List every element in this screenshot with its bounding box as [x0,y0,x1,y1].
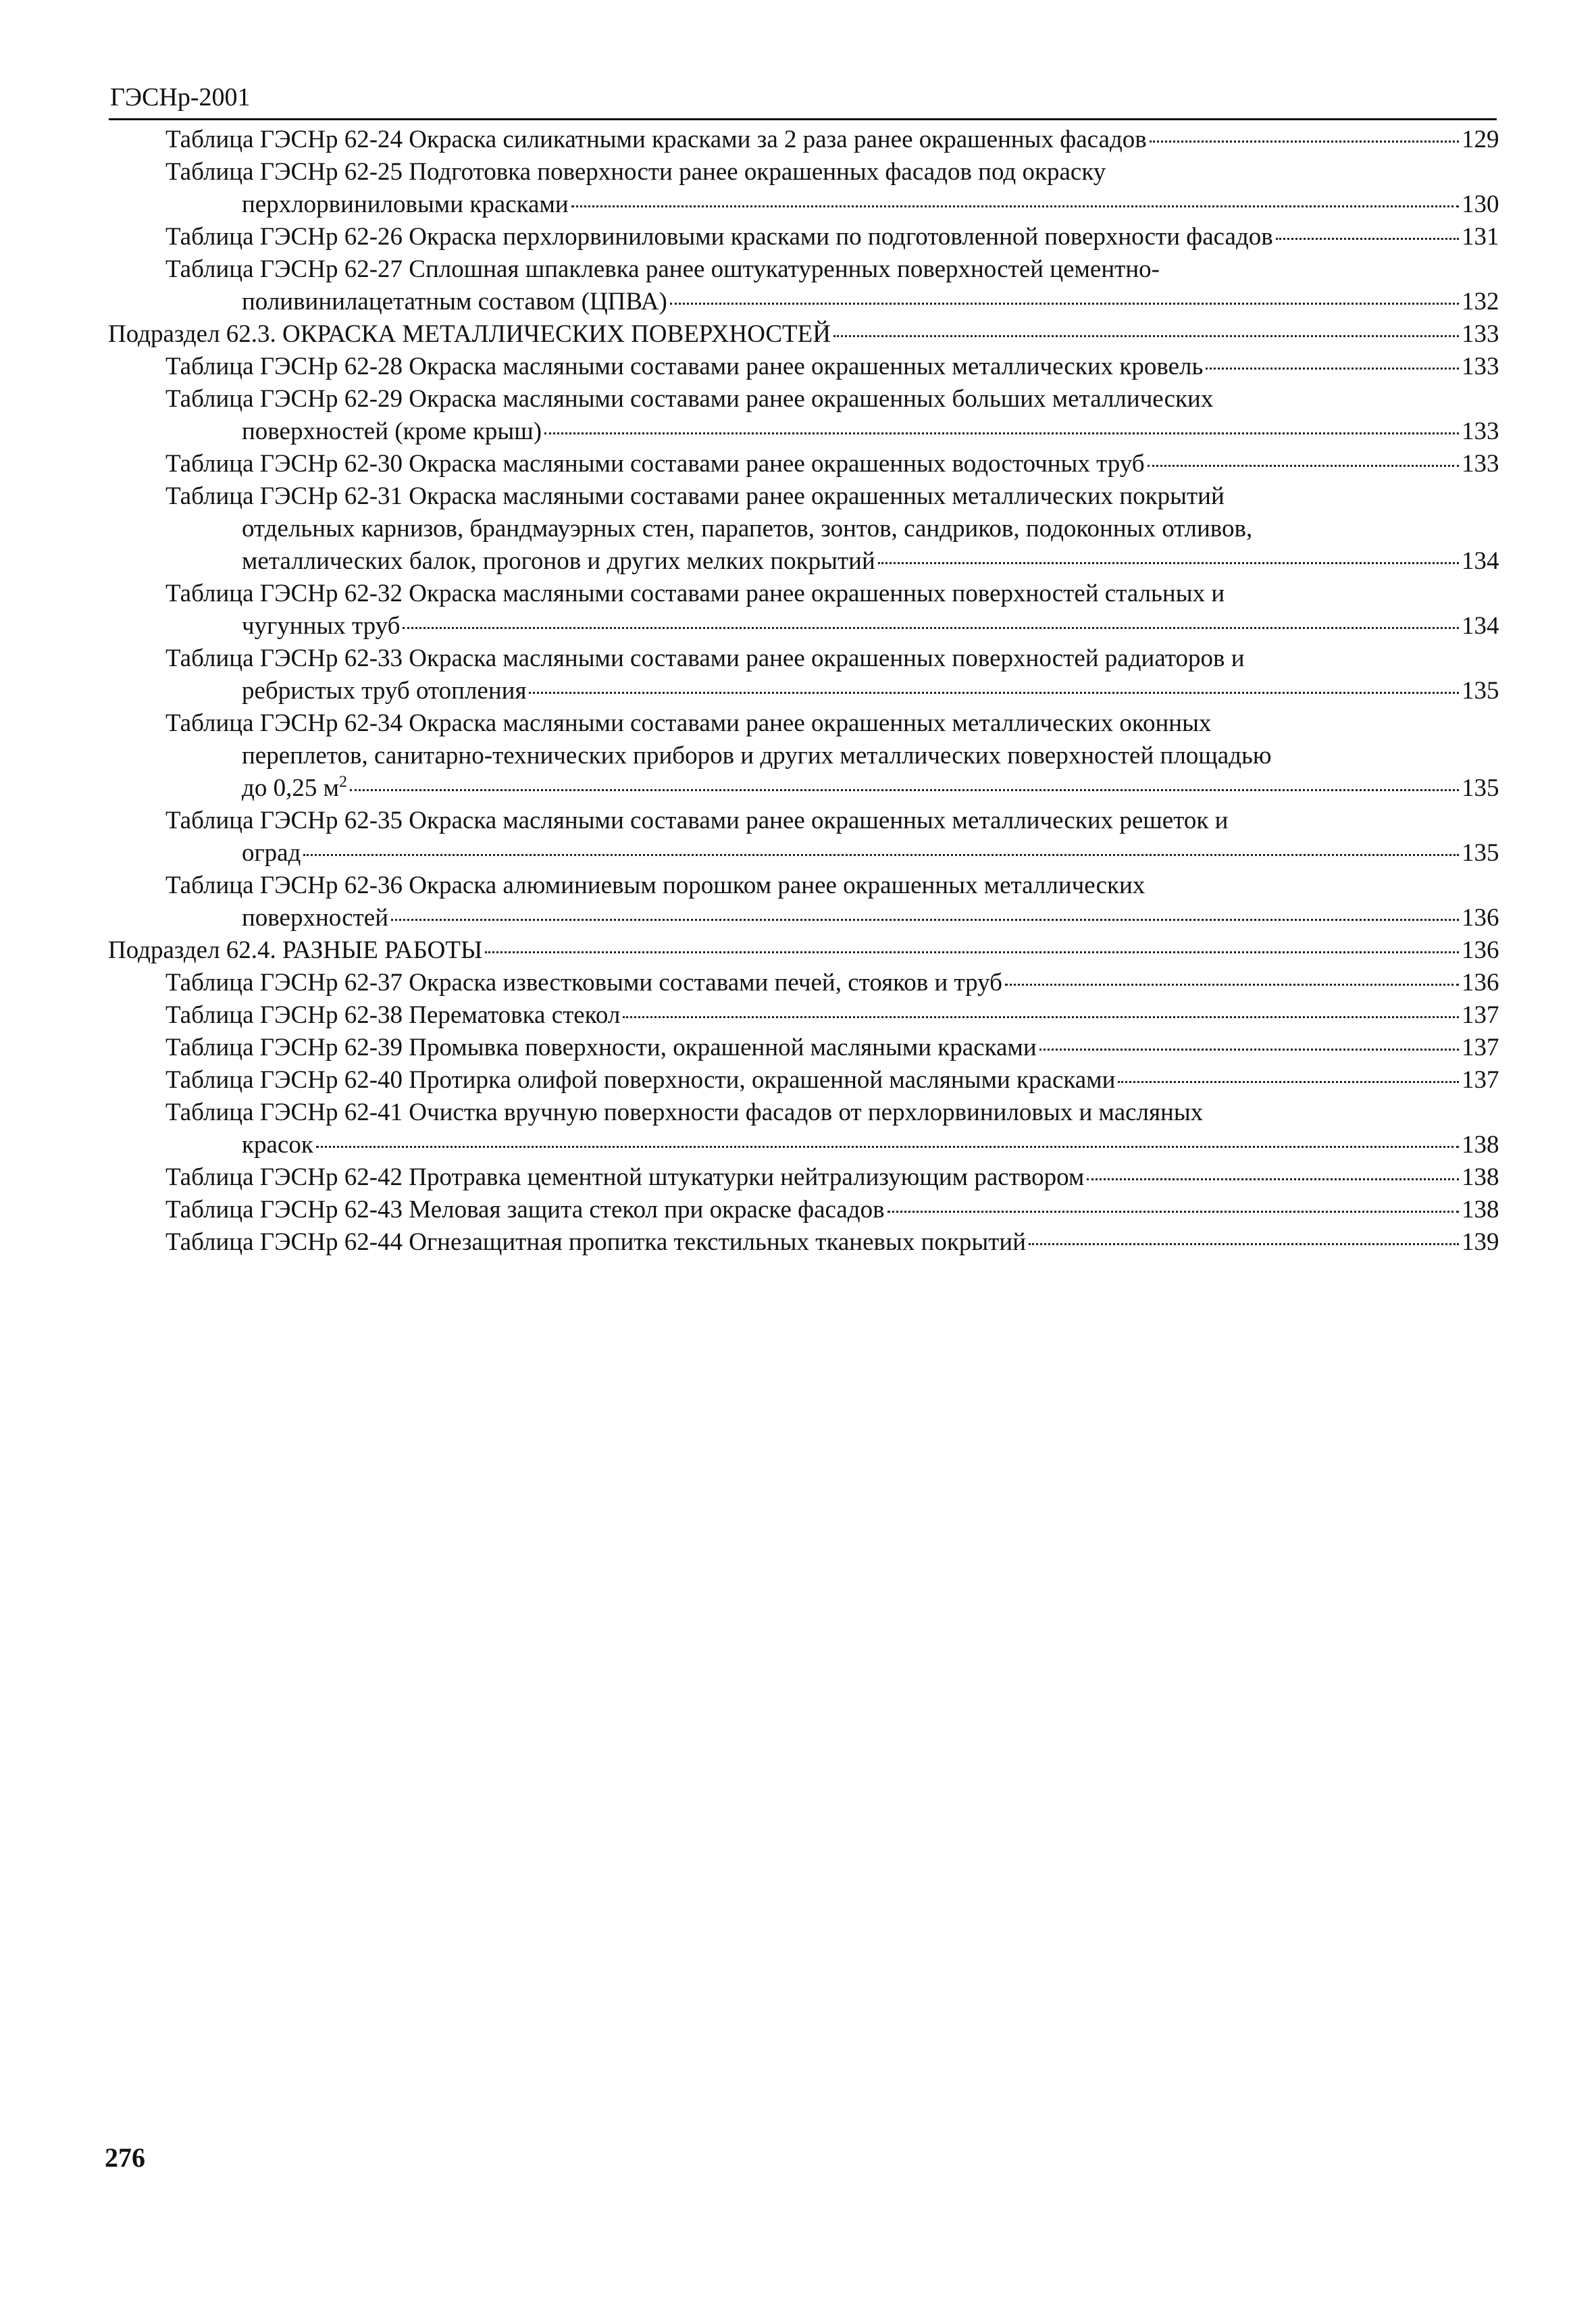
toc-page-number: 132 [1462,288,1499,316]
toc-entry-line: Таблица ГЭСНр 62-41 Очистка вручную поверхности фасадов от перхлорвиниловых и масляных [165,1099,1204,1126]
toc-entry-title: металлических балок, прогонов и других мелких покрытий [242,547,875,575]
toc-page-number: 134 [1462,547,1499,575]
toc-table-entry [108,967,1499,999]
page-number: 276 [105,2142,145,2173]
toc-entry-line: Таблица ГЭСНр 62-29 Окраска масляными составами ранее окрашенных больших металлических [165,385,1214,413]
toc-page-number: 134 [1462,612,1499,640]
toc-entry-title: чугунных труб [242,612,401,640]
dot-leader [529,692,1459,694]
toc-entry-line: переплетов, санитарно-технических приборов и других металлических поверхностей площадью [242,742,1272,770]
toc-page-number: 136 [1462,936,1499,964]
toc-page-number: 136 [1462,969,1499,997]
dot-leader [833,335,1459,337]
toc-page-number: 138 [1462,1196,1499,1224]
toc-entry-title: поливинилацетатным составом (ЦПВА) [242,288,667,316]
toc-entry-title: Таблица ГЭСНр 62-44 Огнезащитная пропитка текстильных тканевых покрытий [165,1228,1027,1256]
toc-table-entry [108,124,1499,156]
toc-table-entry [108,383,1499,448]
toc-page-number: 138 [1462,1131,1499,1159]
toc-entry-title: Таблица ГЭСНр 62-39 Промывка поверхности, окрашенной масляными красками [165,1034,1037,1061]
toc-entry-title: Подраздел 62.4. РАЗНЫЕ РАБОТЫ [108,936,483,964]
toc-page-number: 135 [1462,774,1499,802]
toc-entry-line: Таблица ГЭСНр 62-27 Сплошная шпаклевка ранее оштукатуренных поверхностей цементно- [165,255,1160,283]
dot-leader [316,1146,1459,1148]
toc-entry-title: поверхностей (кроме крыш) [242,418,542,445]
dot-leader [1118,1081,1459,1083]
table-of-contents [108,124,1499,1259]
dot-leader [623,1016,1459,1018]
dot-leader [1005,984,1459,986]
toc-page-number: 130 [1462,191,1499,218]
toc-entry-title: красок [242,1131,313,1159]
superscript: 2 [339,773,347,791]
dot-leader [670,303,1459,305]
toc-table-entry [108,156,1499,221]
toc-page-number: 137 [1462,1066,1499,1094]
dot-leader [878,562,1459,564]
toc-table-entry [108,1032,1499,1064]
toc-page-number: 131 [1462,223,1499,251]
toc-table-entry [108,870,1499,934]
toc-entry-title: перхлорвиниловыми красками [242,191,569,218]
dot-leader [391,919,1459,921]
dot-leader [350,789,1459,791]
toc-entry-title: до 0,25 м [242,774,339,802]
toc-page-number: 133 [1462,320,1499,348]
toc-table-entry [108,1064,1499,1097]
toc-table-entry [108,999,1499,1032]
toc-table-entry [108,221,1499,253]
toc-table-entry [108,480,1499,578]
toc-entry-title: Таблица ГЭСНр 62-24 Окраска силикатными красками за 2 раза ранее окрашенных фасадов [165,126,1147,153]
toc-entry-title: поверхностей [242,904,389,932]
dot-leader [1148,465,1459,467]
toc-entry-line: Таблица ГЭСНр 62-36 Окраска алюминиевым порошком ранее окрашенных металлических [165,872,1145,899]
toc-table-entry [108,1097,1499,1161]
toc-table-entry [108,1161,1499,1194]
dot-leader [1150,141,1459,143]
dot-leader [1276,238,1459,240]
toc-entry-line: Таблица ГЭСНр 62-35 Окраска масляными составами ранее окрашенных металлических решеток и [165,807,1229,834]
dot-leader [1039,1049,1459,1051]
toc-table-entry [108,707,1499,805]
toc-entry-title: Таблица ГЭСНр 62-26 Окраска перхлорвиниловыми красками по подготовленной поверхности фасадов [165,223,1273,251]
toc-page-number: 135 [1462,677,1499,705]
dot-leader [571,205,1459,207]
toc-section-entry [108,318,1499,351]
toc-table-entry [108,578,1499,643]
toc-page-number: 133 [1462,418,1499,445]
toc-entry-title: ребристых труб отопления [242,677,527,705]
toc-entry-title: Таблица ГЭСНр 62-38 Перематовка стекол [165,1001,621,1029]
toc-table-entry [108,643,1499,707]
toc-page-number: 139 [1462,1228,1499,1256]
toc-entry-title: Таблица ГЭСНр 62-37 Окраска известковыми составами печей, стояков и труб [165,969,1002,997]
toc-page-number: 129 [1462,126,1499,153]
toc-page-number: 133 [1462,450,1499,478]
toc-entry-title: оград [242,839,301,867]
toc-entry-title: Таблица ГЭСНр 62-28 Окраска масляными составами ранее окрашенных металлических кровель [165,353,1204,380]
toc-table-entry [108,448,1499,480]
header-rule [109,118,1497,120]
toc-table-entry [108,805,1499,870]
dot-leader [544,432,1459,434]
dot-leader [887,1211,1459,1213]
dot-leader [1206,368,1459,370]
toc-page-number: 136 [1462,904,1499,932]
toc-entry-line: Таблица ГЭСНр 62-33 Окраска масляными составами ранее окрашенных поверхностей радиаторов и [165,645,1245,672]
toc-page-number: 133 [1462,353,1499,380]
toc-entry-line: отдельных карнизов, брандмауэрных стен, парапетов, зонтов, сандриков, подоконных отливов, [242,515,1253,543]
dot-leader [303,854,1459,856]
toc-entry-title: Таблица ГЭСНр 62-42 Протравка цементной штукатурки нейтрализующим раствором [165,1163,1085,1191]
toc-table-entry [108,351,1499,383]
toc-table-entry [108,1226,1499,1259]
running-header: ГЭСНр-2001 [110,83,251,111]
dot-leader [1087,1178,1459,1180]
dot-leader [485,951,1459,953]
dot-leader [1029,1243,1459,1245]
toc-entry-title: Таблица ГЭСНр 62-30 Окраска масляными составами ранее окрашенных водосточных труб [165,450,1145,478]
toc-entry-line: Таблица ГЭСНр 62-31 Окраска масляными составами ранее окрашенных металлических покрытий [165,482,1225,510]
toc-entry-title: Подраздел 62.3. ОКРАСКА МЕТАЛЛИЧЕСКИХ ПОВЕРХНОСТЕЙ [108,320,831,348]
toc-table-entry [108,253,1499,318]
toc-table-entry [108,1194,1499,1226]
toc-entry-line: Таблица ГЭСНр 62-32 Окраска масляными составами ранее окрашенных поверхностей стальных и [165,580,1225,607]
toc-page-number: 137 [1462,1001,1499,1029]
toc-page-number: 138 [1462,1163,1499,1191]
dot-leader [403,627,1459,629]
toc-section-entry [108,934,1499,967]
toc-entry-line: Таблица ГЭСНр 62-34 Окраска масляными составами ранее окрашенных металлических оконных [165,709,1212,737]
toc-page-number: 135 [1462,839,1499,867]
toc-page-number: 137 [1462,1034,1499,1061]
toc-entry-title: Таблица ГЭСНр 62-43 Меловая защита стекол при окраске фасадов [165,1196,885,1224]
toc-entry-title: Таблица ГЭСНр 62-40 Протирка олифой поверхности, окрашенной масляными красками [165,1066,1116,1094]
toc-entry-line: Таблица ГЭСНр 62-25 Подготовка поверхности ранее окрашенных фасадов под окраску [165,158,1106,186]
